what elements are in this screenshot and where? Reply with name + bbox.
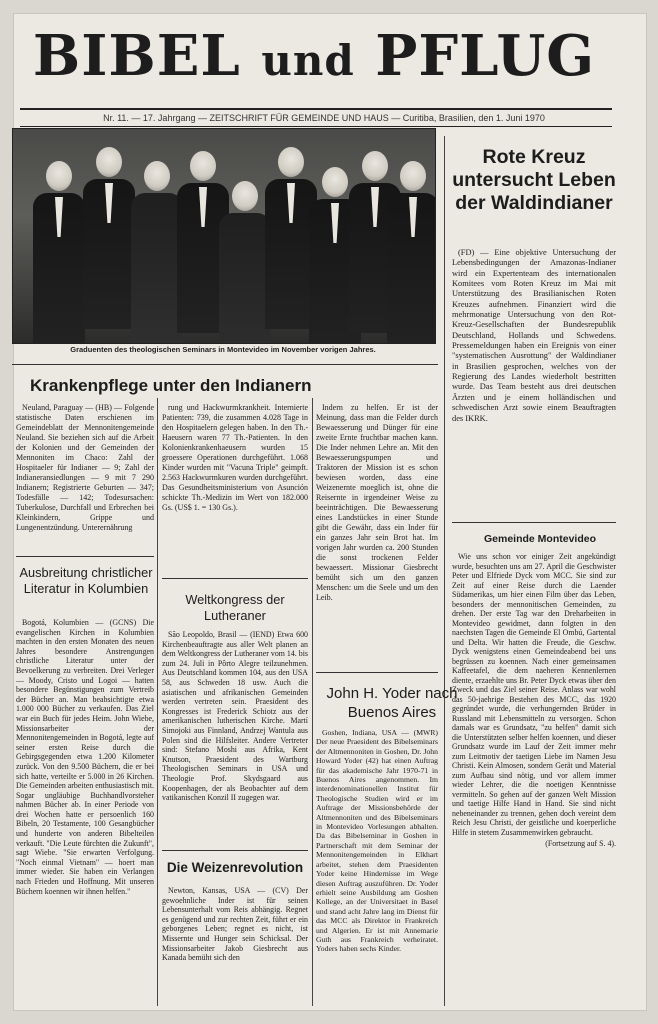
section-divider xyxy=(452,522,616,523)
ausbreitung-body xyxy=(16,618,154,898)
section-divider xyxy=(12,364,438,365)
krankenpflege-col-2 xyxy=(162,403,308,515)
section-divider xyxy=(316,672,438,673)
yoder-body xyxy=(316,728,438,956)
masthead-word-3: PFLUG xyxy=(375,23,596,89)
weizen-headline: Die Weizenrevolution xyxy=(166,860,304,875)
gemeinde-headline: Gemeinde Montevideo xyxy=(483,533,597,545)
weltkongress-body xyxy=(162,630,308,805)
column-divider xyxy=(444,136,445,1006)
red-cross-headline: Rote Kreuz untersucht Leben der Waldindianer xyxy=(452,146,616,214)
yoder-headline: John H. Yoder nach Buenos Aires xyxy=(326,685,458,721)
ausbreitung-headline: Ausbreitung christlicher Literatur in Kolumbien xyxy=(19,565,153,596)
masthead-title xyxy=(14,23,614,89)
krankenpflege-col-1 xyxy=(16,403,154,535)
dateline: Nr. 11. — 17. Jahrgang — ZEITSCHRIFT FÜR GEMEINDE UND HAUS — Curitiba, Brasilien, den 1. Juni 1970 xyxy=(103,113,545,123)
section-divider xyxy=(16,556,154,557)
krankenpflege-text-3: Indern zu helfen. Er ist der Meinung, dass man die Felder durch Bewaesserung und Dünger für eine zweite Ernte fruchtbar machen kann. Die Inder nehmen Lehre an. Mit den Bewaesserungspumpen und Traktoren der Mission ist es schon bewiesen worden, dass eine Weizenernte moeglich ist, ohne die Reisernte in irgendeiner Weise zu beeinträchtigen. Die Bewaesserung eines Landstückes in einer Stunde gibt die Gewähr, dass ein Inder für ein ganzes Jahr sein Brot hat. Im vorigen Jahr wurden ca. 200 Stunden die sonst trockenen Felder bewaessert. Missionar Giesbrecht bemüht sich um den ganzen Menschen: um die Seele und um den Leib. xyxy=(316,403,438,602)
column-divider xyxy=(312,398,313,1006)
red-cross-body xyxy=(452,248,616,426)
photo-person xyxy=(83,147,135,329)
yoder-text: Goshen, Indiana, USA — (MWR) Der neue Praesident des Bibelseminars der Altmennoniten in Goshen, Dr. John Howard Yoder (42) hat einen Auftrag für das akademische Jahr 1970-71 in Buenos Aires angenommen. Im interdenominationellen Institut für Theologische Studien wird er im Auftrage der Missionsbehörde der Altmennoniten und des Bibelseminars in Montevideo Vorlesungen abhalten. Da das Bibelseminar in Goshen in Partnerschaft mit dem Seminar der Mennonitengemeinden in Elkhart arbeitet, stehen dem Praesidenten Yoder keine Hindernisse im Wege diesen Auftrag auszuführen. Dr. Yoder erhielt seine Ausbildung am Goshen Kollege, an der Universitaet in Basel und stand acht Jahre lang im Dienst für das MCC als Direktor in Frankreich und Algerien. Er ist mit Annemarie Guth aus Frankreich verheiratet. Yoders haben sechs Kinder. xyxy=(316,728,438,954)
photo-person xyxy=(131,161,183,343)
gemeinde-continued: (Fortsetzung auf S. 4). xyxy=(545,839,616,848)
krankenpflege-col-3 xyxy=(316,403,438,605)
weltkongress-text: São Leopoldo, Brasil — (IEND) Etwa 600 Kirchenbeauftragte aus aller Welt planen an dem Weltkongress der Lutheraner vom 14. bis zum 24. Juli in Pôrto Alegre teilzunehmen. Aus Deutschland kommen 104, aus den USA 58, aus Schweden 18 usw. Auch die asiatischen und afrikanischen Gemeinden werden vertreten sein. Praesident des Kongresses ist Frederick Schiotz aus der amerikanischen lutherischen Kirche. Martí Simojoki aus Finnland, Andrzej Wantula aus Polen sind die Hilfsleiter. Andere Vertreter sind: Stefano Moshi aus Afrika, Kent Knutson, Praesident des Wartburg Theologischen Seminars in USA und Theologie Prof. Skydsgaard aus Koopenhagen, der als Beobachter auf dem vatikanischen Konzil II zugegen war. xyxy=(162,630,308,803)
weizen-body xyxy=(162,886,308,965)
gemeinde-body xyxy=(452,552,616,851)
photo-caption: Graduenten des theologischen Seminars in Montevideo im November vorigen Jahres. xyxy=(70,345,376,354)
section-divider xyxy=(162,850,308,851)
photo-person xyxy=(387,161,436,343)
photo-person xyxy=(33,161,85,343)
masthead-rule-top xyxy=(20,108,612,110)
column-divider xyxy=(157,398,158,1006)
masthead-word-2: und xyxy=(261,36,355,85)
krankenpflege-text-2: rung und Hackwurmkrankheit. Internierte Patienten: 739, die zusammen 4.028 Tage in den Hospitaelern gelegen haben. In den Th.-Haeusern waren 77 Th.-Patienten. In den Kolonienkrankenhaeusern wurden 15 groessere Operationen durchgeführt. 1.068 Kinder wurden mit "Vacuna Triple" geimpft. 2.563 Hackwurmkuren wurden durchgeführt. Das Gesundheitsministerium von Asunción schickte Th.-Medizin im Wert von 182.000 Gs. (US$ 1. = 130 Gs.). xyxy=(162,403,308,512)
red-cross-text: (FD) — Eine objektive Untersuchung der Lebensbedingungen der Amazonas-Indianer wird ein Expertenteam des internationalen Komitees vom Roten Kreuz im Mai mit Unterstützung des Brasilianischen Roten Kreuzes aufnehmen. Finanziert wird die mehrmonatige Untersuchung von den Rot-Kreuz-Gesellschaften der Bundesrepublik Deutschland, Hollands und Schwedens. Pressemeldungen haben ein Ereignis von einer "systematischen Ausrottung" der Waldindianer in Brasilien gesprochen, welches von der Regierung des Landes wiederholt bestritten wurde. Das Team besteht aus drei deutschen Ärzten und je einem holländischen und schwedischen Arzt sowie einem Beauftragten des IKRK. xyxy=(452,248,616,423)
krankenpflege-headline: Krankenpflege unter den Indianern xyxy=(30,376,312,395)
gemeinde-text: Wie uns schon vor einiger Zeit angekündigt wurde, besuchten uns am 27. April die Geschwister Peter und Elfriede Dyck vom MCC. Sie sind zur Zeit auf einer Reise durch die Laender Südamerikas, um hier einen Film über das Leben, besonders der mennonitischen Gemeinden, zu drehen. Der erste Tag war den Dreharbeiten in Montevideo gewidmet, dann folgten in den naechsten Tagen die Gemeinde El Ombú, Gartental und Delta. Wir hatten die Freude, die Geschw. Dyck wenigstens einen Gemeindeabend bei uns begrüssen zu koennen. Nach einer gemeinsamen Kaffeetafel, die dem naeheren Kennenlernen diente, erzaehlte uns Br. Peter Dyck etwas über den Zweck und das Ziel seiner Reise. Anlass war wohl das 50-jaehrige Bestehen des MCC, das 1920 gegründet wurde, die verhungernden Brüder in Russland mit Lebensmitteln zu versorgen. Schon damals war es Grundsatz, "zu helfen" damit sich die Unterstützten selber helfen koennen, und dieser Grundsatz wurde im Lauf der Zeit immer mehr zum Leitmotiv der taetigen Liebe im Namen Jesu Christi. Kein Almosen, sondern Gerät und Material zum Aufbau sind nötig, und vor allem immer wieder Lehrer, die die noetigen Kenntnisse vermitteln. So gehen auf der ganzen Welt Mission und taetige Hilfe Hand in Hand. Sie sind nicht nebeneinander zu trennen, gehen doch vereint dem Reich Jesu Christi, der geistliche und koerperliche Hilfe in stetem Zusammenwirken gebraucht. xyxy=(452,552,616,837)
ausbreitung-text: Bogotá, Kolumbien — (GCNS) Die evangelischen Kirchen in Kolumbien machten in den ersten Monaten des neuen Jahres besondere Anstrengungen christliche Literatur unter der Bevoelkerung zu verbreiten. Drei Verleger — Moody, Cristo und Logoi — hatten besondere Begünstigungen zum Vertreib der Bücher an. Man beabsichtigte etwa 1.000 000 Bücher zu verkaufen. Das Ziel war ein Buch für jedes Heim. John Wiebe, Missionsarbeiter der Mennonitengemeinden in Bogotá, legte auf seiner ersten Reise durch die Gebirgsgegenden etwa 1.200 Kilometer zurück. Von den 9.500 Büchern, die er bei sich hatte, verteilte er 5.000 in 26 Kirchen. Die Gemeinden arbeiten enthusiastisch mit. Sogar ungläubige Buchhandlvorsteher nahmen Bücher ab. In einer Periode von drei Wochen hatte er persoenlich 160 Bibeln, 20 Testamente, 100 Gesangbücher und hunderte von anderen Bibelteilen verkauft. "Die Leute fürchten die Zukunft", sagt Wiebe. "Sie erwarten Verfolgung. "Noch einmal Vietnam" — hoert man immer wieder. Sie haben ein Verlangen nach Frieden und Hoffnung. Mit unseren Büchern koennen wir ihnen helfen." xyxy=(16,618,154,896)
masthead-word-1: BIBEL xyxy=(32,23,241,89)
krankenpflege-text-1: Neuland, Paraguay — (HB) — Folgende statistische Daten erschienen im Gemeindeblatt der Mennonitengemeinde Neuland. Sie beziehen sich auf die Arbeit der Kolonien und der Gemeinden der Mennoniten im Chaco: Zahl der Hospitaeler für Indianer — 9; Zahl der Indianeransiedlungen — 9 mit 7 290 Indianern; Registrierte Geburten — 347; Todesfälle — 142; Todesursachen: Tuberkulose, Durchfall und Erbrechen bei Kleinkindern, Grippe und Lungenentzündung. Unterernährung xyxy=(16,403,154,532)
section-divider xyxy=(162,578,308,579)
masthead-rule-bottom xyxy=(20,126,612,127)
photo-person xyxy=(219,181,271,344)
graduates-photo xyxy=(12,128,436,344)
weltkongress-headline: Weltkongress der Lutheraner xyxy=(185,592,285,623)
weizen-text: Newton, Kansas, USA — (CV) Der gewoehnliche Inder ist für seinen Lebensunterhalt vom Reis abhängig. Regnet es genügend und zur rechten Zeit, führt er ein geborgenes Leben; regnet es nicht, ist Missernte und Hunger sein Schicksal. Der Missionsarbeiter Jakob Giesbrecht aus Kanada bemüht sich den xyxy=(162,886,308,963)
